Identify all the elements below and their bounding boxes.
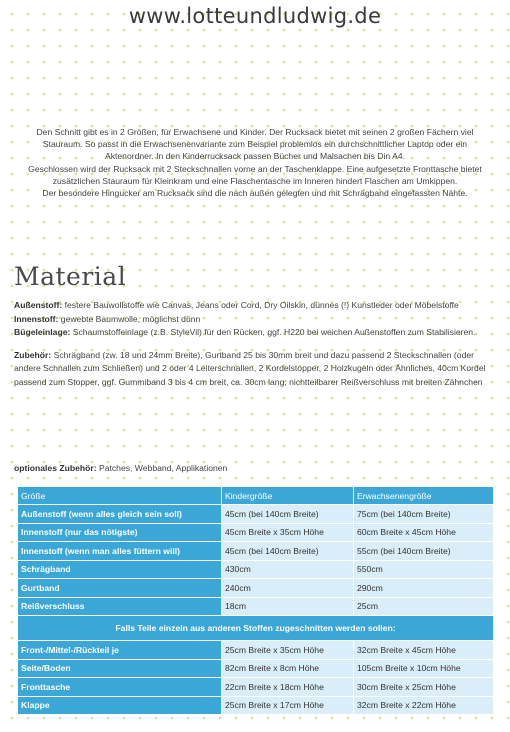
row-label: Seite/Boden: [18, 659, 222, 678]
table-cell: 75cm (bei 140cm Breite): [354, 505, 494, 524]
row-label: Innenstoff (nur das nötigste): [18, 523, 222, 542]
table-cell: 105cm Breite x 10cm Höhe: [354, 659, 494, 678]
table-cell: 25cm Breite x 35cm Höhe: [222, 641, 354, 660]
table-row: [18, 659, 494, 678]
table-header-cell: Kindergröße: [222, 487, 354, 505]
material-item: [14, 299, 496, 313]
table-cell: 55cm (bei 140cm Breite): [354, 542, 494, 561]
table-cell: 18cm: [222, 597, 354, 616]
material-label: Bügeleinlage:: [14, 327, 71, 337]
table-cell: 240cm: [222, 579, 354, 598]
table-row: [18, 523, 494, 542]
table-header-cell: Größe: [18, 487, 222, 505]
material-text: gewebte Baumwolle, möglichst dünn: [58, 313, 201, 324]
table-note: Falls Teile einzeln aus anderen Stoffen zugeschnitten werden sollen:: [18, 616, 494, 641]
table-row: [18, 542, 494, 561]
table-row: [18, 579, 494, 598]
row-label: Klappe: [18, 696, 222, 715]
table-row: [18, 641, 494, 660]
materials-list: [14, 299, 496, 389]
intro-paragraph: Geschlossen wird der Rucksack mit 2 Steckschnallen vorne an der Taschenklappe. Eine aufgesetzte Fronttasche bietet zusätzlichen Stauraum für Kleinkram und eine Flaschentasche im Inneren hindert Flaschen am Umkippen.: [28, 163, 482, 186]
optional-text: Patches, Webband, Applikationen: [96, 463, 228, 473]
table-header-cell: Erwachsenengröße: [354, 487, 494, 505]
table-cell: 60cm Breite x 45cm Höhe: [354, 523, 494, 542]
material-item: [14, 349, 496, 390]
table-cell: 430cm: [222, 560, 354, 579]
table-cell: 32cm Breite x 22cm Höhe: [354, 696, 494, 715]
size-table: [17, 486, 494, 715]
table-cell: 25cm Breite x 17cm Höhe: [222, 696, 354, 715]
table-cell: 550cm: [354, 560, 494, 579]
table-cell: 22cm Breite x 18cm Höhe: [222, 678, 354, 697]
table-cell: 82cm Breite x 8cm Höhe: [222, 659, 354, 678]
material-label: Innenstoff:: [14, 313, 59, 324]
table-cell: 290cm: [354, 579, 494, 598]
optional-accessories: [14, 463, 496, 473]
material-text: Schrägband (zw. 18 und 24mm Breite), Gurtband 25 bis 30mm breit und dazu passend 2 Steckschnallen (oder andere Schnallen zum Schließen) und 2 oder 4 Leiterschnallen, 2 Kordelstopper, 2 Holzkugeln oder Ähnliches, 40cm Kordel passend zum Stopper, ggf. Gummiband 3 bis 4 cm breit, ca. 30cm lang; nichtteilbarer Reißverschluss mit breiten Zähnchen: [14, 349, 486, 387]
table-note-row: [18, 616, 494, 641]
row-label: Reißverschluss: [18, 597, 222, 616]
intro-paragraph: Der besondere Hingucker am Rucksack sind die nach außen gelegten und mit Schrägband eingefassten Nähte.: [42, 188, 468, 199]
material-label: Zubehör:: [14, 349, 52, 360]
table-cell: 45cm Breite x 35cm Höhe: [222, 523, 354, 542]
table-header-row: [18, 487, 494, 505]
table-cell: 45cm (bei 140cm Breite): [222, 542, 354, 561]
material-item: [14, 326, 496, 340]
table-row: [18, 696, 494, 715]
table-row: [18, 678, 494, 697]
section-heading-material: Material: [14, 262, 127, 291]
table-cell: 25cm: [354, 597, 494, 616]
site-url: www.lotteundludwig.de: [128, 4, 382, 28]
intro-paragraph: Den Schnitt gibt es in 2 Größen, für Erwachsene und Kinder. Der Rucksack bietet mit seinen 2 großen Fächern viel Stauraum. So passt in die Erwachsenenvariante zum Beispiel problemlos ein durchschnittlicher Laptop oder ein Aktenordner. In den Kinderrucksack passen Bücher und Malsachen bis Din A4.: [36, 127, 474, 162]
material-text: festere Bauwollstoffe wie Canvas, Jeans oder Cord, Dry Oilskin, dünnes (!) Kunstleder oder Möbelstoffe: [62, 300, 459, 310]
table-cell: 45cm (bei 140cm Breite): [222, 505, 354, 524]
table-cell: 32cm Breite x 45cm Höhe: [354, 641, 494, 660]
material-label: Außenstoff:: [14, 300, 63, 310]
table-row: [18, 597, 494, 616]
row-label: Front-/Mittel-/Rückteil je: [18, 641, 222, 660]
material-text: Schaumstoffeinlage (z.B. StyleVil) für den Rücken, ggf. H220 bei weichen Außenstoffen zum Stabilisieren.: [70, 327, 476, 337]
row-label: Außenstoff (wenn alles gleich sein soll): [18, 505, 222, 524]
row-label: Gurtband: [18, 579, 222, 598]
row-label: Innenstoff (wenn man alles füttern will): [18, 542, 222, 561]
intro-text: [18, 126, 492, 199]
table-cell: 30cm Breite x 25cm Höhe: [354, 678, 494, 697]
optional-label: optionales Zubehör:: [14, 463, 97, 473]
material-item: [14, 313, 496, 327]
table-row: [18, 505, 494, 524]
row-label: Fronttasche: [18, 678, 222, 697]
table-row: [18, 560, 494, 579]
row-label: Schrägband: [18, 560, 222, 579]
